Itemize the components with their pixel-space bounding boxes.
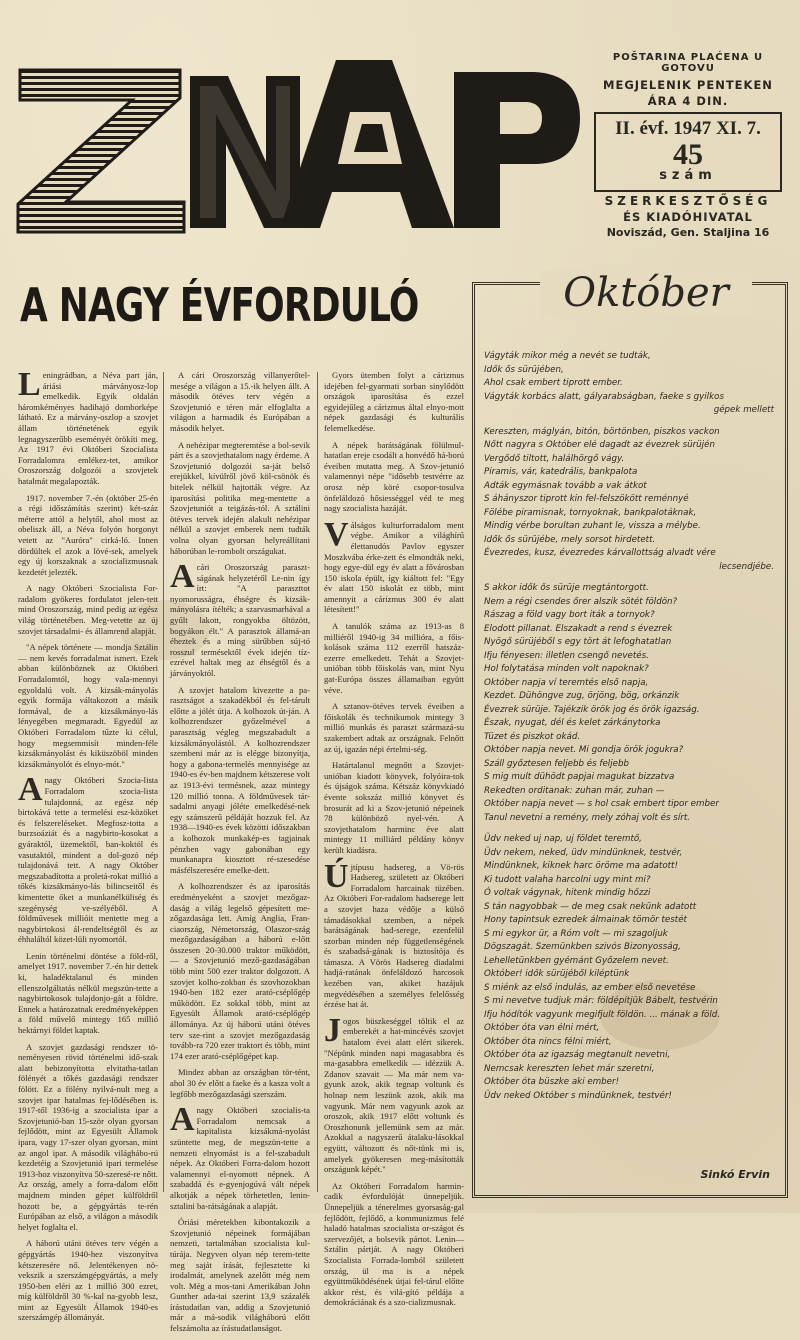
poem-line: S miénk az első indulás, az ember első nevetése (484, 982, 696, 993)
poem-line: Nem a régi csendes őrer alszik sötét földön? (484, 596, 678, 607)
paragraph-text: "A népek története — mondja Sztálin — nem kevés forradalmat ismert. Ezek abban különböznek az Októberi Forradalomtól, hogy vala-mennyi egyoldalú volt. A kizsák-mányolás egyik formája váltakozott a másik formával, de a kizsákmányo-lás lényegében megmaradt. Egyedül az Októberi Forradalom tűzte ki célul, hogy megsemmisít minden-féle kizsákmányolást és kiküszöböl minden kizsákmányolót és elnyo-mót." (18, 642, 158, 769)
column-rule (317, 372, 318, 1192)
column-rule (163, 372, 164, 1192)
article-paragraph (324, 515, 464, 615)
article-paragraph (324, 857, 464, 1010)
article-paragraph (170, 1067, 310, 1099)
masthead-logo (14, 52, 584, 238)
poem-line: Nemcsak kereszten lehet már szeretni, (484, 1063, 655, 1074)
paragraph-text: A kolhozrendszer és az iparosítás eredményeként a szovjet mezőgaz-daság a világ legelső gépesített me-zőgazdasága lett. Amíg Anglia, Fran-ciaország, Németország, Olaszor-szág mezőgazdaságában a háború e-lőtt összesen 20-30.000 traktor működött, — a Szovjetunió mező-gazdaságában több mint 500 ezer traktor dolgozott. A szovjet kolho-zokban és szovhozokban 1940-ben 182 ezer arató-cséplőgép működött. Ez sokkal több, mint az Egyesült Államok arató-cséplőgép állománya. Az új háború utáni ötéves terv sze-rint a szovjet mezőgazdaság tovább-ra 720 ezer traktort és több, mint 174 ezer arató-cséplőgépet kap. (170, 881, 310, 1061)
article-paragraph (324, 1011, 464, 1175)
poem-line: Rászag a föld vagy bort iták a tornyok? (484, 610, 655, 620)
poem-line: Nyögő sürüjéből s egy tört át lefoghatatlan (484, 637, 672, 647)
paragraph-text: A tanulók száma az 1913-as 8 milliéről 1940-ig 34 millióra, a főis-kolások száma 112 ezerről hatszáz-ezerre emelkedett. Tehát a Szovjet-unióban több főiskolás van, mint Nyu gat-Európa összes államaiban együtt véve. (324, 621, 464, 695)
poem-line: Mindig vérbe borultan zuhant le, vissza a mélybe. (484, 521, 701, 531)
postage-note: POŠTARINA PLAĆENA U GOTOVU (612, 52, 764, 74)
poem-line: Ifju hódítók vagyunk megifjult földön. ... mának a föld. (484, 1009, 721, 1020)
drop-cap: V (324, 515, 349, 553)
article-paragraph (18, 951, 158, 1036)
paragraph-text: A sztanov-ötéves tervek éveiben a főiskolák és technikumok mintegy 3 millió munkás és paraszt származá-su szakembert adtak az országnak. Felnőtt az új, igazán népi értelmi-ség. (324, 701, 464, 754)
paragraph-text: ogos büszkeséggel töltik el az emberekét a hat-mincévés szovjet hatalom évei alatt elért sikerek. "Népünk minden napi magasabbra és ma-gasabbra emelkedik — idézzük A. Zdanov szavait — Ma már nem va-gyunk azok, akik tegnap voltunk és holnap nem leszünk azok, akik ma vagyunk. Már nem vagyunk azok az oroszok, akik 1917 előtt voltunk és Oroszhonunk jellemünk sem az már. Azokkal a nagyszerű átalaku-lásokkal együtt, változott és nőt-tünk mi is, amelyek gyökeresen meg-másították országunk képét." (324, 1015, 464, 1175)
article-paragraph (324, 760, 464, 855)
paragraph-text: Lenin történelmi döntése a föld-ről, amelyet 1917. november 7.-én hir dettek ki, haladéktalanul és minden ellenszolgáltatás nélkül megszün-tette a nagybirtokosok tulajdonjo-gát a földre. Ennek a határozatnak eredményeképpen a föld művelő mintegy 165 millió hektárnyi földet kaptak. (18, 950, 158, 1036)
drop-cap: J (324, 1011, 341, 1049)
poem-line: Észak, nyugat, dél és kelet zárkánytorka (484, 718, 661, 728)
drop-cap: A (170, 558, 195, 596)
poem-line: Ó voltak vágynak, hitenk mindig hőzzi (484, 888, 651, 898)
paragraph-text: Óriási méretekben kibontakozik a Szovjetunió népeinek formájában nemzeti, tartalmában szocialista kul-túrája. Negyven olyan nép terem-tette meg saját írását, fejlesztette ki irodalmát, amelynek azelőtt még nem volt. Még a mos-tani Amerikában John Gunther ada-tai szerint 13,9 százalék írástudatlan van, addig a Szovjetunió már a má-sodik világháború előtt felszámolta az írástudatlanságot. (170, 1217, 310, 1334)
logo-letter-p (454, 72, 580, 228)
paragraph-text: A nehézipar megteremtése a bol-sevik párt és a szovjethatalom nagy érdeme. A Szovjetunió dolgozói sa-ját belső erejükkel, kívülről jövő köl-csönök és bitelek nélkül hajtották végre. Az iparosítási politika meg-mentette a Szovjetuniót a teigázás-tól. A sztálini ötéves tervek idején alakult nehézipar nélkül a szovjet emberek nem tudták volna olyan gyorsan helyreállítani háborúban le-rombolt országukat. (170, 439, 310, 556)
poem-line: S mi nevetve tudjuk már: földépítjük Bábelt, testvérin (484, 996, 718, 1006)
stanza-break (484, 418, 774, 426)
poem-text (484, 350, 774, 1103)
article-paragraph (170, 685, 310, 876)
poem-line: Idők ős sürüjébe, mely sorsot hirdetett. (484, 534, 656, 545)
issue-date: II. évf. 1947 XI. 7. (615, 118, 761, 139)
poem-line: Elodott pillanat. Elszakadt a rend s évezrek (484, 623, 673, 634)
address: Noviszád, Gen. Staljina 16 (606, 226, 770, 239)
article-paragraph (18, 1238, 158, 1323)
article-paragraph (324, 621, 464, 695)
article-paragraph (170, 558, 310, 679)
poem-line: Évezrek sürüje. Tajékzik örök jog és örök igazság. (484, 704, 700, 715)
poem-line: Idők ős sürüjében, (484, 364, 564, 375)
poem-line: Nőtt nagyra s Október elé dagadt az évezrek sürüjén (484, 440, 715, 450)
paragraph-text: jtípusu hadsereg, a Vö-rös Hadsereg, született az Októberi Forradalom harcainak tüzében. Az Októberi For-radalom hadserege lett a szovjet haza védője a külső támadásokkal szemben, a népek barátságának had-serege, ezenfelül szorban minden nép függetlenségének és szabadsá-gának is biztosítója és támasza. A Vörös Hadsereg diadalmi hadjá-ratának önfeláldozó harcosok kezében van, akiket hazájuk megvédésében a személyes felelősség érzése hat át. (324, 861, 464, 1010)
poem-line: Október óta büszke aki ember! (484, 1077, 620, 1087)
poem-line: Hol folytatása minden volt napoknak? (484, 664, 649, 674)
logo-letter-z (18, 70, 184, 232)
poem-line: Adták egymásnak tovább a vak átkot (484, 480, 647, 491)
paragraph-text: A szovjet gazdasági rendszer tö-neményesen rövid történelmi idő-szak alatt bebizonyította elvitatha-tatlan fölényét a tőkés gazdasági rendszer fölött. Ez a fölény nyilvá-nult meg a szovjet ipar hatalmas fej-lődésében is. 1917-től 1936-ig a szocialista ipar a Szovjetunió-ban 15-ször olyan gyorsan fejlődött, mint az Egyesült Államok ipara, vagy 17-szer olyan gyorsan, mint az angol ipar. A második világhábo-rú kezdetéig a Szovjetunió ipari termelése 1913-hoz viszonyítva 50-szeresé-re nőtt. Az ország, amely a forra-dalom előtt majdnem minden gépet külföldről hozott be, a gépgyártás te-rén Európában az első, a világon a második helyet foglalta el. (18, 1041, 158, 1232)
drop-cap: A (170, 1101, 195, 1139)
poem-line: Ki tudott valaha harcolni ugy mint mi? (484, 874, 651, 885)
article-paragraph (324, 370, 464, 434)
article-paragraph (170, 1101, 310, 1211)
masthead-info (588, 50, 788, 240)
drop-cap: Ú (324, 857, 349, 895)
article-paragraph (324, 1181, 464, 1308)
poem-line: Fölébe piramisnak, tornyoknak, bankpalotáknak, (484, 507, 697, 518)
poem-line: Rekedten orditanak: zuhan már, zuhan — (484, 785, 665, 796)
drop-cap: L (18, 366, 41, 403)
poem-line: S mig mult dühödt papjai magukat bizzatva (484, 772, 675, 782)
paragraph-text: 1917. november 7.-én (október 25-én a régi időszámítás szerint) két-száz méterre attól a helytől, ahol most az obeliszk áll, a Néva folyón horgonyt vetett az "Auróra" cirká-ló. Innen dördültek el azok a lövé-sek, amelyek egy új korszaknak a szocializmusnak kezdetét jelezték. (18, 492, 158, 577)
article-column-2 (170, 370, 310, 1340)
article-paragraph (18, 583, 158, 636)
paragraph-text: A szovjet hatalom kivezette a pa-rasztságot a szakadékból és fel-tárult előtte a jólét útja. A kolhozok út-ján. A kolhozrendszer győzelmével a parasztság végleg megszabadult a kizsákmányolástól. A kolhozrendszer szembeni már az is elégge bizonyítja, hogy a gabona-termelés mennyisége az 1940-es év-ben majdnem kétszerese volt az 1913-évi termésnek, azaz mintegy 120 millió tonna. A földművesek tár-sadalmi anyagi jóléte emelkedésé-nek egy számszerű példáját hozzuk fel. Az 1938—1940-es évek közötti időszakban a kolhozok munkakép-es tagjainak pénzben vagy gabonában egy munkanapra kiosztott ré-szesedése másfélszeresére emelke-dett. (170, 684, 310, 875)
poem-line: Október! idők sürüjéből kiléptünk (484, 969, 630, 979)
poem-line: Kezdet. Dühöngve zug, örjöng, bög, orkánzik (484, 691, 680, 701)
poem-line: Október óta nincs félni miért, (484, 1036, 612, 1047)
paragraph-text: Gyors ütemben folyt a cárizmus idejében fel-gyarmati sorban sinylődött országok iparosítása és ezzel egyidejűleg a cárizmus által elnyo-mott népek gazdasági és kulturális felemelkedése. (324, 370, 464, 433)
paragraph-text: nagy Októberi szocialis-ta Forradalom nemcsak a kapitalista kizsákmá-nyolást szüntette meg, de megszün-tette a nemzeti elnyomást is a fel-szabadult népek. Az Októberi Forra-dalom hozott valamennyi el-nyomott népnek. A szabaddá és e-gyenjogúvá vált népek alkotják a népek törhetetlen, lenin-sztalini ba-rátságának a alapját. (170, 1105, 310, 1211)
article-paragraph (18, 642, 158, 769)
article-paragraph (18, 771, 158, 945)
poem-line: Mindünknek, kiknek harc öröme ma adatott! (484, 861, 678, 871)
article-paragraph (18, 366, 158, 487)
article-column-1 (18, 366, 158, 1329)
paragraph-text: eningrádban, a Néva part ján, áriási márványosz-lop emelkedik. Egyik oldalán háromkéményes hadihajó domborképe látható. Ez a márvány-oszlop a szovjet állam történetének egyik legnagyszerűbb eseményét örökíti meg. Az 1917 évi Októberi Szocialista Forradalomra emlékez-tet, amikor Oroszország dolgozói a szovjetek hatalmát megalapozták. (18, 370, 158, 486)
poem-title: Október (540, 270, 752, 316)
paragraph-text: nagy Októberi Szocia-lista Forradalom szocia-lista tulajdonná, az egész nép birtokává tette a termelési esz-közöket és felszereléseket. Megfosz-totta a burzsoáziát és a nagybirto-kosokat a gyáraktól, üzemektől, ban-koktól és vasutaktól, mindent a dol-gozó nép tulajdonává tett. A nagy Október megszabadította a proletá-rokat millió a tőkés kizsákmányo-lás bilincseitől és kimentette őket a munkanélküliség és szegénység ve-szélyéből. A földművesek millióit mentette meg a nagybirtokosi ál-rendeltségtől és az éhhaláltól közet-lüli nyomortól. (18, 775, 158, 945)
publishing-office: ÉS KIADÓHIVATAL (623, 210, 753, 224)
poem-line: Tüzet és piszkot okád. (484, 731, 581, 742)
poem-line: lecsendjébe. (719, 561, 774, 572)
poem-line: gépek mellett (713, 405, 774, 415)
publication-day: MEGJELENIK PENTEKEN (603, 78, 773, 92)
poem-line: Október napja ví teremtés első napja, (484, 677, 649, 688)
poem-line: Vergődő tiltott, halálhörgő vágy. (484, 453, 625, 464)
article-paragraph (170, 440, 310, 557)
article-paragraph (18, 1042, 158, 1233)
poem-line: Október napja nevet. Mi gondja örök jogukra? (484, 745, 684, 755)
headline: A NAGY ÉVFORDULÓ (20, 278, 419, 332)
poem-line: S mi egykor ür, a Róm volt — mi szagoljuk (484, 928, 668, 939)
logo-title: NAP (14, 52, 17, 53)
poem-line: Ahol csak embert tiprott ember. (484, 378, 623, 388)
editorial-office: SZERKESZTŐSÉG (604, 194, 772, 208)
poem-line: Ifju fényesen: illetlen csengő nevetés. (484, 650, 649, 661)
poem-line: Tanul nevetni a remény, mely zóhaj volt és sírt. (484, 812, 690, 823)
poem-line: S áhányszor tiprott kin fel-felszökött reménnyé (484, 494, 689, 504)
poem-author: Sinkó Ervin (700, 1168, 770, 1181)
price: ÁRA 4 DIN. (647, 94, 729, 108)
article-paragraph (324, 701, 464, 754)
poem-line: Október napja nevet — s hol csak embert tipor ember (484, 799, 719, 809)
paragraph-text: Határtalanul megnőtt a Szovjet-unióban kiadott könyvek, folyóira-tok és újságok száma. Kétszáz könyvkiadó évente sokszáz millió könyvet és brosurát ad ki a Szov-jetunió népeinek 78 különböző nyel-vén. A szovjethatalom harminc éve alatt mintegy 11 milliárd példány könyv került kiadásra. (324, 760, 464, 855)
poem-line: Száll győztesen feljebb és feljebb (484, 758, 630, 769)
poem-line: Október óta van élni mért, (484, 1023, 600, 1033)
paragraph-text: A nagy Októberi Szocialista For-radalom gyökeres fordulatot jelen-tett mind Oroszország, mind pedig az egész világ történetében. Meg-vetette az új szovjet társadalmi- és államrend alapját. (18, 583, 158, 636)
article-paragraph (170, 881, 310, 1061)
paragraph-text: A cári Oroszország villanyerőtel-mesége a világon a 15.-ik helyen állt. A második ötéves terv végén a Szovjetunió e téren már elfoglalta a világon a harmadik és Európában a második helyet. (170, 370, 310, 433)
article-paragraph (324, 440, 464, 514)
poem-line: Vágyták korbács alatt, gályarabságban, faeke s gyilkos (484, 391, 724, 402)
poem-line: Piramis, vár, katedrális, bankpalota (484, 467, 638, 477)
poem-line: Hony tapintsuk ezredek álmainak tömör testét (484, 915, 687, 925)
poem-line: Kereszten, máglyán, bitón, börtönben, piszkos vackon (484, 426, 720, 437)
poem-line: S akkor idők ős sürüje megtántorgott. (484, 583, 649, 593)
issue-box (594, 112, 782, 192)
stanza-break (484, 825, 774, 833)
poem-line: Október óta az igazság megtanult nevetni, (484, 1050, 671, 1060)
article-paragraph (170, 1217, 310, 1334)
paragraph-text: Az Októberi Forradalom harmin-cadik évfordulóját ünnepeljük. Ünnepeljük a ténerelmes gyorsaság-gal fejlődött, fejlődő, a kommunizmus felé haladó hatalmas szocialista or-szágot és szervezőjét, a bolsevik pártot. Lenin—Sztálin pártját. A nagy Októberi Szocialista Forrada-lomból született ország, ül ma is a népek együttműködésének útjai fel-tárul előtte akkor rést, és vilá-gító példája a demokráciának és a szo-cializmusnak. (324, 1180, 464, 1308)
poem-line: Dögszagát. Szemünkben szivós Bizonyosság, (484, 942, 681, 952)
paragraph-text: A háború utáni ötéves terv végén a gépgyártás 1940-hez viszonyítva kétszeresére nő. Jelentékenyen nö-vekszik a szerszámgépgyártás, a mely 1950-ben eléri az 1 millió 300 ezret, míg külföldről 30 %-kal na-gyobb lesz, mint az Egyesült Államok 1940-es szerszámgép állományát. (18, 1238, 158, 1323)
poem-line: Évezredes, kusz, évezredes kárvallottság alvadt vére (484, 548, 716, 558)
poem-line: Üdv neked Október s mindünknek, testvér! (484, 1090, 672, 1101)
poem-line: Lehelletünkben gyémánt Győzelem nevet. (484, 955, 669, 966)
paragraph-text: A népek barátságának fölülmul-hatatlan ereje csodált a honvédő há-ború éveiben mutatta meg. A Szov-jetunió valamennyi népe "idősebb testvérre az orosz nép köré csopor-tosulva önfeláldozó hősiességgel véd te meg nagy szocialista hazáját. (324, 439, 464, 514)
issue-number: 45 (673, 138, 703, 171)
poem-line: Üdv neked uj nap, uj földet teremtő, (484, 834, 642, 844)
article-paragraph (170, 370, 310, 434)
article-paragraph (18, 493, 158, 578)
paragraph-text: álságos kulturforradalom ment végbe. Amikor a világhírű élettanudós Pavlov egyszer Moszkvába érke-zett és elmondták neki, hogy egye-dül egy év alatt a fővárosban 150 iskola épült, így kiáltott fel: "Egy év alatt 150 iskolát ez több, mint amennyit a cárizmus 300 év alatt létesített!" (324, 519, 464, 615)
paragraph-text: Mindez abban az országban tör-tént, ahol 30 év előtt a faeke és a kasza volt a legfőbb mezőgazdasági szerszám. (170, 1067, 310, 1099)
poem-line: Üdv nekem, neked, üdv mindünknek, testvér, (484, 847, 683, 858)
stanza-break (484, 574, 774, 582)
paragraph-text: cári Oroszország paraszt-ságának helyzetéről Le-nin így írt: "A paraszttot nyomorusságra, éhségre és kizsák-mányolásra ítélték; a szarvasmarhával a gyűlt lakott, rongyokba öltözött, bogyákon élt." A parasztok államá-an éheztek és a ming sürűbben súj-tó rosszul termésektől évek idején tíz-ezrével haltak meg az éhségtől és a járványoktól. (170, 562, 310, 679)
issue-number-label: szám (659, 168, 717, 183)
poem-line: S tán nagyobbak — de meg csak nekünk adatott (484, 901, 697, 912)
poem-line: Vágyták mikor még a nevét se tudták, (484, 351, 651, 361)
article-column-3 (324, 370, 464, 1314)
drop-cap: A (18, 771, 43, 809)
